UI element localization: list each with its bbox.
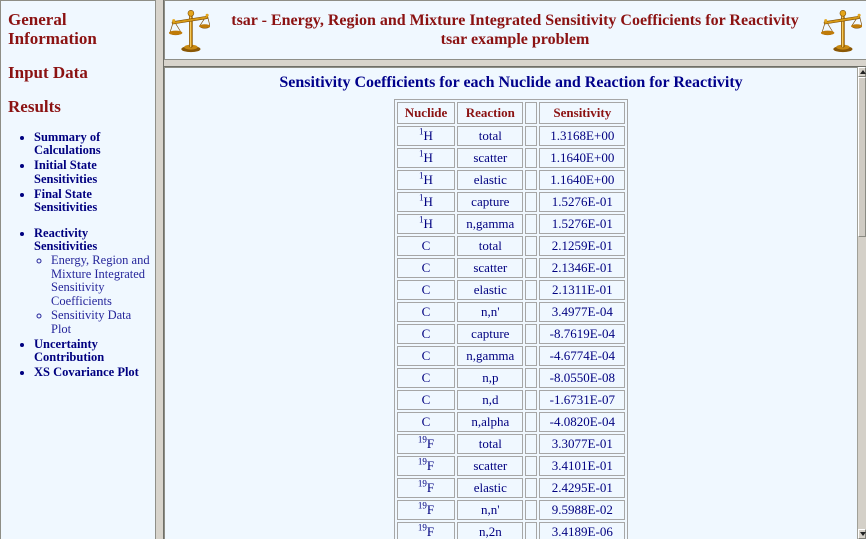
nuclide-cell: $^1$H	[397, 214, 456, 234]
header-frame	[164, 0, 866, 59]
sensitivity-cell: -8.0550E-08	[539, 368, 625, 388]
section-title: Sensitivity Coefficients for each Nuclide and Reaction for Reactivity	[279, 74, 743, 91]
table-row	[397, 412, 626, 432]
sidebar-link[interactable]: • Final State Sensitivities	[34, 188, 153, 214]
nuclide-cell: $^{19}$F	[397, 456, 456, 476]
reaction-cell: n,n'	[457, 500, 523, 520]
reaction-cell: elastic	[457, 280, 523, 300]
sidebar-link[interactable]: • Summary of Calculations	[34, 131, 153, 157]
nuclide-cell: C	[397, 412, 456, 432]
sidebar-link-input-data[interactable]: Input Data	[8, 63, 88, 83]
balance-scale-icon	[168, 6, 210, 54]
sensitivity-cell: 9.5988E-02	[539, 500, 625, 520]
nuclide-cell: C	[397, 280, 456, 300]
nuclide-mass-superscript: 19	[417, 478, 427, 489]
nuclide-cell: $^1$H	[397, 192, 456, 212]
sidebar-link[interactable]: • Reactivity Sensitivities ◦ Energy, Region and Mixture Integrated Sensitivity Coefficients ◦ Sensitivity Data Plot	[34, 227, 153, 336]
reaction-cell: total	[457, 236, 523, 256]
nuclide-cell: C	[397, 258, 456, 278]
nuclide-mass-superscript: 1	[419, 170, 424, 181]
nuclide-mass-superscript: 19	[417, 500, 427, 511]
sensitivity-cell: 1.5276E-01	[539, 192, 625, 212]
sensitivity-cell: -1.6731E-07	[539, 390, 625, 410]
spacer-cell	[525, 522, 537, 539]
spacer-cell	[525, 500, 537, 520]
table-row	[397, 170, 626, 190]
reaction-cell: n,gamma	[457, 346, 523, 366]
spacer-cell	[525, 126, 537, 146]
sidebar-link[interactable]: • XS Covariance Plot	[34, 366, 153, 379]
spacer-cell	[525, 390, 537, 410]
sidebar-link-general-information[interactable]: General Information	[8, 10, 97, 49]
spacer-cell	[525, 258, 537, 278]
spacer-cell	[525, 148, 537, 168]
nuclide-cell: $^1$H	[397, 126, 456, 146]
reaction-cell: total	[457, 434, 523, 454]
nuclide-cell: C	[397, 390, 456, 410]
sidebar-sublink[interactable]: ◦ Energy, Region and Mixture Integrated Sensitivity Coefficients	[51, 254, 153, 308]
reaction-cell: n,2n	[457, 522, 523, 539]
sidebar	[0, 0, 155, 539]
reaction-cell: capture	[457, 324, 523, 344]
table-row	[397, 258, 626, 278]
table-row	[397, 434, 626, 454]
sidebar-sublist	[34, 254, 153, 336]
spacer-cell	[525, 302, 537, 322]
sensitivity-cell: 2.4295E-01	[539, 478, 625, 498]
table-row	[397, 192, 626, 212]
nuclide-mass-superscript: 1	[419, 148, 424, 159]
spacer-cell	[525, 324, 537, 344]
scroll-up-button[interactable]	[858, 67, 866, 77]
column-header-spacer	[525, 102, 537, 124]
nuclide-cell: $^{19}$F	[397, 522, 456, 539]
nuclide-mass-superscript: 19	[417, 456, 427, 467]
table-header-row	[397, 102, 626, 124]
spacer-cell	[525, 170, 537, 190]
table-row	[397, 324, 626, 344]
nuclide-cell: $^1$H	[397, 170, 456, 190]
sidebar-sublink[interactable]: ◦ Sensitivity Data Plot	[51, 309, 153, 336]
spacer-cell	[525, 456, 537, 476]
content-frame	[164, 67, 866, 539]
table-row	[397, 390, 626, 410]
reaction-cell: elastic	[457, 478, 523, 498]
sensitivity-cell: -8.7619E-04	[539, 324, 625, 344]
table-row	[397, 126, 626, 146]
sidebar-link[interactable]: • Uncertainty Contribution	[34, 338, 153, 364]
reaction-cell: total	[457, 126, 523, 146]
nuclide-cell: $^{19}$F	[397, 500, 456, 520]
sensitivity-cell: 2.1259E-01	[539, 236, 625, 256]
table-row	[397, 236, 626, 256]
sensitivity-cell: -4.6774E-04	[539, 346, 625, 366]
reaction-cell: scatter	[457, 258, 523, 278]
spacer-cell	[525, 478, 537, 498]
reaction-cell: n,d	[457, 390, 523, 410]
reaction-cell: scatter	[457, 148, 523, 168]
column-header-sensitivity: Sensitivity	[539, 102, 625, 124]
reaction-cell: n,p	[457, 368, 523, 388]
arrow-up-icon	[860, 70, 866, 74]
sensitivity-cell: 3.4101E-01	[539, 456, 625, 476]
spacer-cell	[525, 412, 537, 432]
nuclide-cell: C	[397, 324, 456, 344]
reaction-cell: elastic	[457, 170, 523, 190]
nuclide-cell: $^1$H	[397, 148, 456, 168]
table-row	[397, 522, 626, 539]
column-header-reaction: Reaction	[457, 102, 523, 124]
results-nav-list-primary	[8, 131, 153, 214]
nuclide-cell: C	[397, 368, 456, 388]
nuclide-cell: C	[397, 236, 456, 256]
content-scroll-area	[165, 68, 857, 539]
sidebar-link[interactable]: • Initial State Sensitivities	[34, 159, 153, 185]
column-header-nuclide: Nuclide	[397, 102, 456, 124]
frame-divider-horizontal[interactable]	[164, 59, 866, 67]
scrollbar-thumb[interactable]	[858, 77, 866, 237]
reaction-cell: scatter	[457, 456, 523, 476]
reaction-cell: n,gamma	[457, 214, 523, 234]
nuclide-cell: C	[397, 346, 456, 366]
scroll-down-button[interactable]	[858, 529, 866, 539]
vertical-scrollbar[interactable]	[857, 67, 866, 539]
sensitivity-table	[394, 99, 629, 539]
table-row	[397, 478, 626, 498]
arrow-down-icon	[860, 532, 866, 536]
balance-scale-icon	[820, 6, 862, 54]
results-nav-list-secondary	[8, 227, 153, 380]
spacer-cell	[525, 280, 537, 300]
reaction-cell: capture	[457, 192, 523, 212]
nuclide-mass-superscript: 19	[417, 522, 427, 533]
nuclide-cell: C	[397, 302, 456, 322]
table-row	[397, 148, 626, 168]
spacer-cell	[525, 236, 537, 256]
table-row	[397, 214, 626, 234]
table-row	[397, 280, 626, 300]
sensitivity-cell: 1.1640E+00	[539, 170, 625, 190]
spacer-cell	[525, 192, 537, 212]
sensitivity-cell: 2.1346E-01	[539, 258, 625, 278]
nuclide-mass-superscript: 1	[419, 214, 424, 225]
page-subtitle: tsar example problem	[440, 31, 590, 48]
table-row	[397, 346, 626, 366]
sensitivity-cell: 1.3168E+00	[539, 126, 625, 146]
sensitivity-cell: -4.0820E-04	[539, 412, 625, 432]
nuclide-cell: $^{19}$F	[397, 478, 456, 498]
nuclide-mass-superscript: 1	[419, 126, 424, 137]
nuclide-mass-superscript: 1	[419, 192, 424, 203]
reaction-cell: n,alpha	[457, 412, 523, 432]
nuclide-cell: $^{19}$F	[397, 434, 456, 454]
sidebar-link-results[interactable]: Results	[8, 97, 61, 117]
sensitivity-cell: 3.4977E-04	[539, 302, 625, 322]
sensitivity-cell: 3.3077E-01	[539, 434, 625, 454]
table-row	[397, 368, 626, 388]
sensitivity-cell: 3.4189E-06	[539, 522, 625, 539]
reaction-cell: n,n'	[457, 302, 523, 322]
table-row	[397, 456, 626, 476]
header-titles	[210, 10, 820, 49]
nuclide-mass-superscript: 19	[417, 434, 427, 445]
spacer-cell	[525, 214, 537, 234]
spacer-cell	[525, 368, 537, 388]
frame-divider-vertical[interactable]	[155, 0, 164, 539]
page-title: tsar - Energy, Region and Mixture Integrated Sensitivity Coefficients for Reactivity	[231, 12, 799, 29]
spacer-cell	[525, 434, 537, 454]
table-row	[397, 302, 626, 322]
table-row	[397, 500, 626, 520]
spacer-cell	[525, 346, 537, 366]
sensitivity-cell: 1.1640E+00	[539, 148, 625, 168]
sensitivity-cell: 2.1311E-01	[539, 280, 625, 300]
sensitivity-cell: 1.5276E-01	[539, 214, 625, 234]
